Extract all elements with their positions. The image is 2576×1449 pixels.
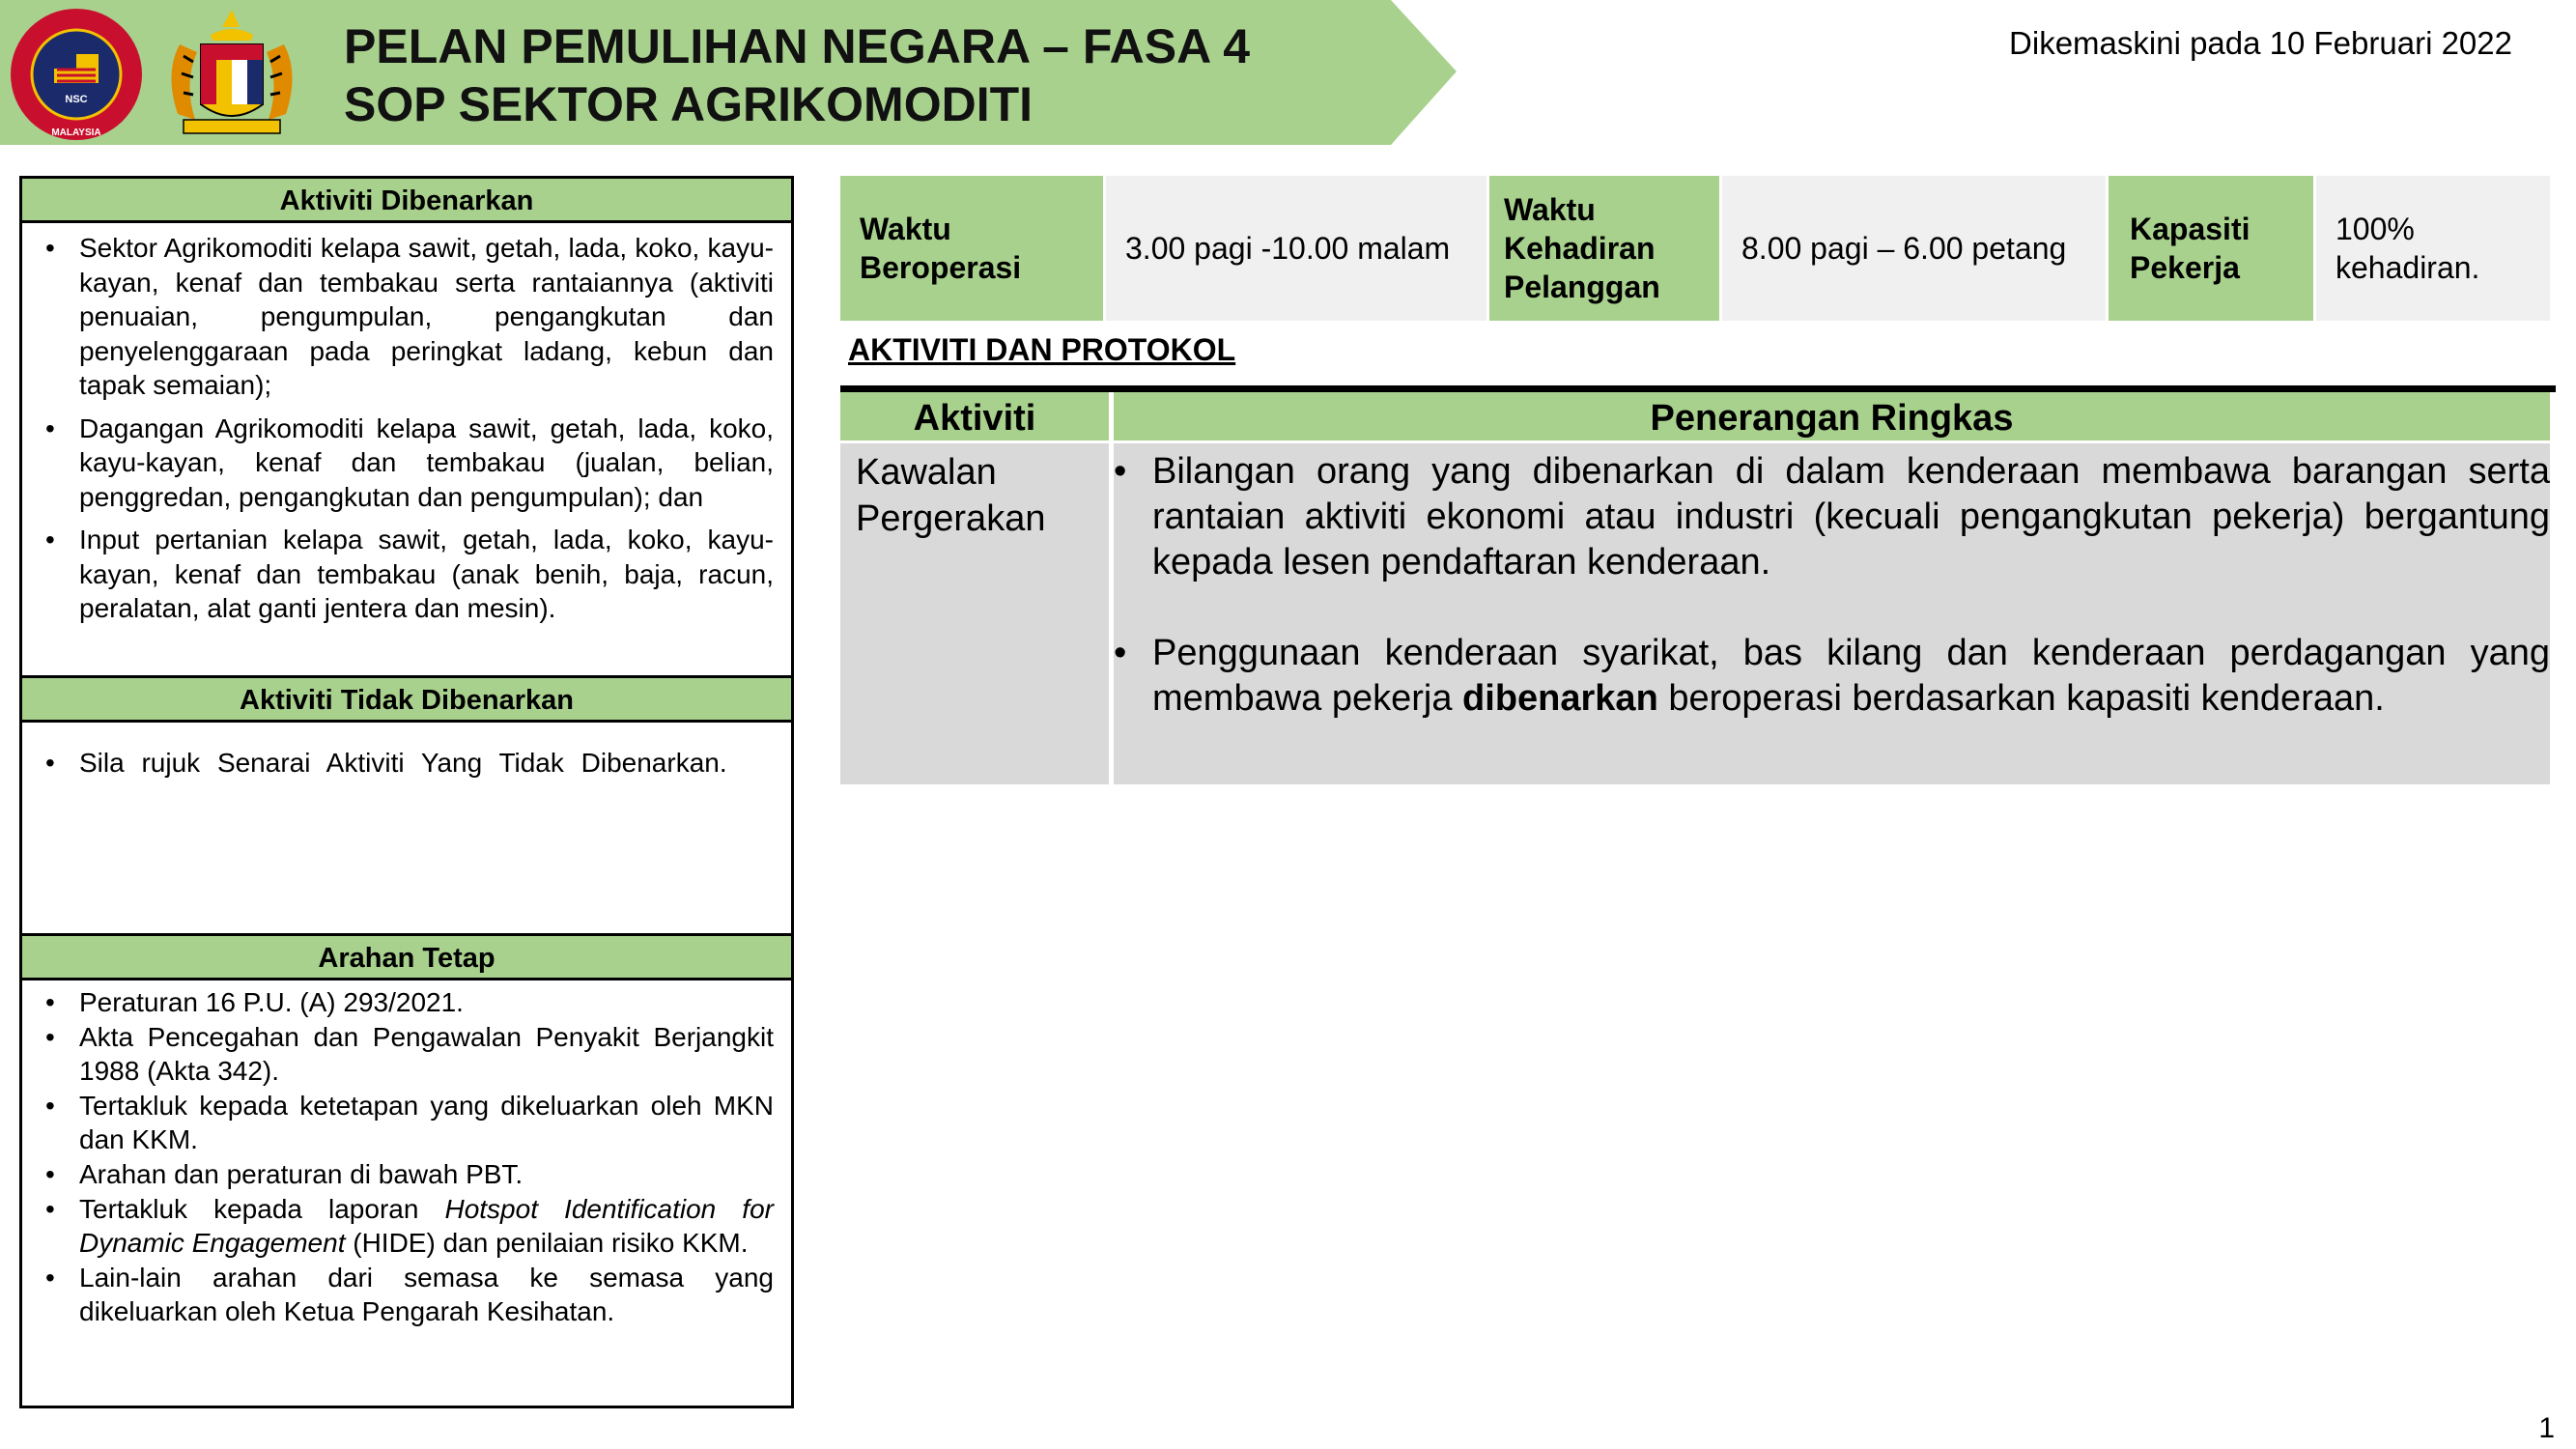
worker-capacity-value: 100% kehadiran. xyxy=(2316,176,2550,321)
list-item: • Dagangan Agrikomoditi kelapa sawit, getah, lada, koko, kayu-kayan, kenaf dan tembakau (jualan, belian, penggredan, pengangkutan dan pengumpulan); dan xyxy=(45,412,774,512)
not-allowed-activities-box xyxy=(19,675,794,936)
page-title xyxy=(344,17,1250,133)
protocol-table-header xyxy=(840,392,2550,440)
description-column-header: Penerangan Ringkas xyxy=(1114,392,2550,440)
list-item: • Lain-lain arahan dari semasa ke semasa yang dikeluarkan oleh Ketua Pengarah Kesihatan. xyxy=(45,1263,774,1326)
list-item: • Sila rujuk Senarai Aktiviti Yang Tidak Dibenarkan. xyxy=(45,748,727,778)
not-allowed-activities-list xyxy=(22,723,791,781)
section-divider xyxy=(840,385,2556,392)
worker-capacity-label: Kapasiti Pekerja xyxy=(2109,176,2316,321)
list-item: • Peraturan 16 P.U. (A) 293/2021. xyxy=(45,987,464,1017)
list-item: • Tertakluk kepada ketetapan yang dikeluarkan oleh MKN dan KKM. xyxy=(45,1091,774,1154)
list-item: • Akta Pencegahan dan Pengawalan Penyakit Berjangkit 1988 (Akta 342). xyxy=(45,1022,774,1086)
list-item: • Input pertanian kelapa sawit, getah, lada, koko, kayu-kayan, kenaf dan tembakau (anak benih, baja, racun, peralatan, alat ganti jentera dan mesin). xyxy=(45,525,774,623)
directives-box xyxy=(19,933,794,1408)
list-item: • Tertakluk kepada laporan Hotspot Identification for Dynamic Engagement (HIDE) dan penilaian risiko KKM. xyxy=(45,1194,774,1258)
protocol-point-1: • Bilangan orang yang dibenarkan di dalam kenderaan membawa barangan serta rantaian aktiviti ekonomi atau industri (kecuali pengangkutan pekerja) bergantung kepada lesen pendaftaran kenderaan. xyxy=(1114,451,2550,582)
protocol-point-2: • Penggunaan kenderaan syarikat, bas kilang dan kenderaan perdagangan yang membawa pekerja dibenarkan beroperasi berdasarkan kapasiti kenderaan. xyxy=(1114,633,2550,719)
list-item: • Arahan dan peraturan di bawah PBT. xyxy=(45,1159,524,1189)
title-line-1: PELAN PEMULIHAN NEGARA – FASA 4 xyxy=(344,19,1251,73)
operating-hours-value: 3.00 pagi -10.00 malam xyxy=(1106,176,1489,321)
allowed-activities-heading: Aktiviti Dibenarkan xyxy=(22,179,791,223)
description-cell xyxy=(1114,443,2550,784)
operating-hours-label: Waktu Beroperasi xyxy=(840,176,1106,321)
not-allowed-activities-heading: Aktiviti Tidak Dibenarkan xyxy=(22,678,791,723)
nsc-logo xyxy=(4,6,149,143)
list-item: • Sektor Agrikomoditi kelapa sawit, getah, lada, koko, kayu-kayan, kenaf dan tembakau serta rantaiannya (aktiviti penuaian, pengumpulan, pengangkutan dan penyelenggaraan pada peringkat ladang, kebun dan tapak semaian); xyxy=(45,233,774,400)
customer-hours-value: 8.00 pagi – 6.00 petang xyxy=(1722,176,2109,321)
title-line-2: SOP SEKTOR AGRIKOMODITI xyxy=(344,77,1033,131)
activity-column-header: Aktiviti xyxy=(840,392,1114,440)
directives-heading: Arahan Tetap xyxy=(22,936,791,980)
directives-list xyxy=(22,980,791,1328)
allowed-activities-list xyxy=(22,223,791,626)
customer-hours-label: Waktu Kehadiran Pelanggan xyxy=(1489,176,1722,321)
allowed-activities-box xyxy=(19,176,794,678)
svg-text:NSC: NSC xyxy=(65,94,88,105)
page-number: 1 xyxy=(2538,1412,2555,1444)
updated-date: Dikemaskini pada 10 Februari 2022 xyxy=(2009,25,2512,61)
operating-info-table xyxy=(840,176,2550,321)
activity-cell: Kawalan Pergerakan xyxy=(840,443,1114,784)
section-title: AKTIVITI DAN PROTOKOL xyxy=(848,332,1236,367)
table-row xyxy=(840,443,2550,784)
malaysia-coat-of-arms-logo xyxy=(155,6,309,143)
svg-text:MALAYSIA: MALAYSIA xyxy=(51,128,101,138)
